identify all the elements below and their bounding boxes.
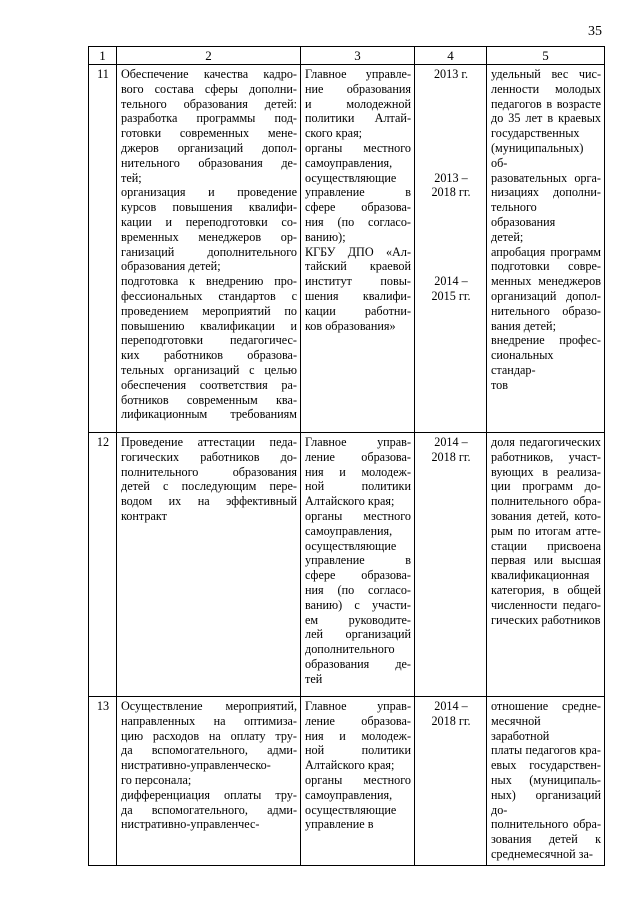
- period-text-line: 2018 гг.: [431, 713, 471, 728]
- cell-text-line: ков образования»: [305, 318, 396, 333]
- cell-text-line: и молодежной: [305, 96, 411, 111]
- cell-text-line: Алтайского края;: [305, 494, 395, 509]
- cell-text-line: нистративно-управленческо-: [121, 758, 271, 773]
- cell-text-line: дополнительного: [305, 642, 395, 657]
- cell-text-line: временных менеджеров ор-: [121, 229, 297, 244]
- measure-cell: [117, 433, 301, 697]
- cell-text-line: сфере образова-: [305, 568, 411, 583]
- cell-text-line: тельных организаций с целью: [121, 362, 297, 377]
- period-text-line: 2018 гг.: [431, 185, 471, 200]
- cell-text-line: ния и молодеж-: [305, 464, 411, 479]
- cell-text-line: вания детей;: [491, 318, 556, 333]
- column-header-number: 1: [89, 47, 117, 65]
- cell-text-line: ванию);: [305, 229, 346, 244]
- cell-text-line: тей: [305, 671, 323, 686]
- cell-text-line: платы педагогов кра-: [491, 743, 601, 758]
- period-text-line: 2013 –: [434, 170, 468, 185]
- cell-text-line: готовки современных мене-: [121, 126, 297, 141]
- cell-text-line: сфере образова-: [305, 200, 411, 215]
- cell-text-line: политики Алтай-: [305, 111, 411, 126]
- cell-text-line: переподготовки педагогичес-: [121, 333, 297, 348]
- cell-text-line: Обеспечение качества кадро-: [121, 67, 297, 81]
- cell-text-line: подготовка к внедрению про-: [121, 274, 297, 289]
- cell-text-line: квалификационная: [491, 568, 590, 583]
- cell-text-line: ния (по согласо-: [305, 214, 411, 229]
- cell-text-line: самоуправления,: [305, 155, 393, 170]
- cell-text-line: нистративно-управленчес-: [121, 817, 260, 832]
- indicator-cell: [487, 65, 605, 433]
- cell-text-line: среднемесячной за-: [491, 846, 593, 861]
- cell-text-line: ния и молодеж-: [305, 728, 411, 743]
- cell-text-line: ленности молодых: [491, 81, 601, 96]
- cell-text-line: управление в: [305, 185, 411, 200]
- cell-text-line: проведением мероприятий по: [121, 303, 297, 318]
- cell-text-line: зования детей к: [491, 832, 601, 847]
- column-header-measure: 2: [117, 47, 301, 65]
- cell-text-line: да вспомогательного, адми-: [121, 802, 297, 817]
- table-row: [89, 433, 605, 697]
- cell-text-line: организация и проведение: [121, 185, 297, 200]
- cell-text-line: лификационным требованиям: [121, 407, 297, 422]
- table-header-row: [89, 47, 605, 65]
- cell-text-line: доля педагогических: [491, 435, 601, 449]
- cell-text-line: Осуществление мероприятий,: [121, 699, 297, 713]
- cell-text-line: ванию) с участи-: [305, 597, 411, 612]
- cell-text-line: осуществляющие: [305, 802, 397, 817]
- cell-text-line: образования детей;: [121, 259, 221, 274]
- cell-text-line: ление образова-: [305, 449, 411, 464]
- cell-text-line: ких работников образова-: [121, 348, 297, 363]
- cell-text-line: полнительного образования: [121, 464, 297, 479]
- cell-text-line: КГБУ ДПО «Ал-: [305, 244, 411, 259]
- cell-text-line: кации работни-: [305, 303, 411, 318]
- cell-text-line: детей с последующим пере-: [121, 479, 297, 494]
- cell-text-line: управление в: [305, 817, 374, 832]
- cell-text-line: подготовки совре-: [491, 259, 601, 274]
- cell-text-line: Главное управ-: [305, 699, 411, 713]
- row-number: 11: [89, 65, 117, 433]
- cell-text-line: джеров организаций допол-: [121, 140, 297, 155]
- cell-text-line: ной политики: [305, 743, 411, 758]
- cell-text-line: нительного образо-: [491, 303, 601, 318]
- cell-text-line: управление в: [305, 553, 411, 568]
- cell-text-line: нительного образования де-: [121, 155, 297, 170]
- cell-text-line: ции программ до-: [491, 479, 601, 494]
- cell-text-line: цию расходов на оплату тру-: [121, 728, 297, 743]
- indicator-cell: [487, 433, 605, 697]
- executor-cell: [301, 433, 415, 697]
- cell-text-line: рым по итогам атте-: [491, 523, 601, 538]
- cell-text-line: низациях дополни-: [491, 185, 601, 200]
- cell-text-line: тельного образования: [491, 200, 556, 229]
- cell-text-line: органы местного: [305, 140, 411, 155]
- cell-text-line: дифференциация оплаты тру-: [121, 787, 297, 802]
- cell-text-line: ния (по согласо-: [305, 582, 411, 597]
- cell-text-line: ского края;: [305, 126, 363, 141]
- cell-text-line: детей;: [491, 229, 524, 244]
- cell-text-line: осуществляющие: [305, 170, 397, 185]
- cell-text-line: ление образова-: [305, 713, 411, 728]
- cell-text-line: численности педаго-: [491, 597, 601, 612]
- cell-text-line: категория, в общей: [491, 582, 601, 597]
- period-text-line: 2014 –: [434, 435, 468, 449]
- cell-text-line: лей организаций: [305, 627, 411, 642]
- cell-text-line: евых государствен-: [491, 758, 601, 773]
- cell-text-line: самоуправления,: [305, 523, 393, 538]
- cell-text-line: Алтайского края;: [305, 758, 395, 773]
- cell-text-line: обеспечения соответствия ра-: [121, 377, 297, 392]
- cell-text-line: стации присвоена: [491, 538, 601, 553]
- indicator-cell: [487, 697, 605, 866]
- period-text-line: 2015 гг.: [431, 288, 471, 303]
- period-cell: [415, 697, 487, 866]
- period-cell: [415, 65, 487, 433]
- executor-cell: [301, 697, 415, 866]
- cell-text-line: образования де-: [305, 656, 411, 671]
- cell-text-line: кации и переподготовки со-: [121, 214, 297, 229]
- cell-text-line: органы местного: [305, 508, 411, 523]
- cell-text-line: тельного образования детей:: [121, 96, 297, 111]
- cell-text-line: ботников современным ква-: [121, 392, 297, 407]
- period-cell: [415, 433, 487, 697]
- cell-text-line: менных менеджеров: [491, 274, 601, 289]
- cell-text-line: тов: [491, 377, 509, 392]
- row-number: 12: [89, 433, 117, 697]
- cell-text-line: ных (муниципаль-: [491, 772, 601, 787]
- cell-text-line: тайский краевой: [305, 259, 411, 274]
- measure-cell: [117, 65, 301, 433]
- cell-text-line: водом их на эффективный: [121, 494, 297, 509]
- column-header-indicator: 5: [487, 47, 605, 65]
- cell-text-line: ем руководите-: [305, 612, 411, 627]
- cell-text-line: первая или высшая: [491, 553, 601, 568]
- cell-text-line: (муниципальных) об-: [491, 140, 584, 170]
- cell-text-line: организаций допол-: [491, 288, 601, 303]
- cell-text-line: вого состава сферы дополни-: [121, 81, 297, 96]
- table-row: [89, 65, 605, 433]
- cell-text-line: контракт: [121, 508, 167, 523]
- cell-text-line: гогических работников до-: [121, 449, 297, 464]
- cell-text-line: ных) организаций до-: [491, 787, 601, 817]
- cell-text-line: гических работников: [491, 612, 601, 627]
- cell-text-line: ние образования: [305, 81, 411, 96]
- cell-text-line: до 35 лет в краевых: [491, 111, 601, 126]
- cell-text-line: отношение средне-: [491, 699, 601, 713]
- executor-cell: [301, 65, 415, 433]
- cell-text-line: самоуправления,: [305, 787, 393, 802]
- cell-text-line: сиональных стандар-: [491, 348, 554, 377]
- period-text-line: 2018 гг.: [431, 449, 471, 464]
- cell-text-line: фессиональных стандартов с: [121, 288, 297, 303]
- cell-text-line: Проведение аттестации педа-: [121, 435, 297, 449]
- cell-text-line: го персонала;: [121, 772, 192, 787]
- cell-text-line: Главное управле-: [305, 67, 411, 81]
- period-text-line: 2014 –: [434, 274, 468, 289]
- cell-text-line: шения квалифи-: [305, 288, 411, 303]
- cell-text-line: разовательных орга-: [491, 170, 601, 185]
- cell-text-line: разработка программы под-: [121, 111, 297, 126]
- activities-table: [88, 46, 605, 866]
- cell-text-line: да вспомогательного, адми-: [121, 743, 297, 758]
- measure-cell: [117, 697, 301, 866]
- cell-text-line: органы местного: [305, 772, 411, 787]
- cell-text-line: повышению квалификации и: [121, 318, 297, 333]
- cell-text-line: полнительного обра-: [491, 817, 601, 832]
- cell-text-line: зования детей, кото-: [491, 508, 601, 523]
- cell-text-line: полнительного обра-: [491, 494, 601, 509]
- table-row: [89, 697, 605, 866]
- cell-text-line: удельный вес чис-: [491, 67, 601, 81]
- cell-text-line: государственных: [491, 126, 580, 141]
- cell-text-line: работников, участ-: [491, 449, 601, 464]
- cell-text-line: апробация программ: [491, 244, 601, 259]
- cell-text-line: ганизаций дополнительного: [121, 244, 297, 259]
- row-number: 13: [89, 697, 117, 866]
- cell-text-line: тей;: [121, 170, 142, 185]
- cell-text-line: институт повы-: [305, 274, 411, 289]
- cell-text-line: курсов повышения квалифи-: [121, 200, 297, 215]
- column-header-period: 4: [415, 47, 487, 65]
- cell-text-line: внедрение профес-: [491, 333, 601, 348]
- cell-text-line: вующих в реализа-: [491, 464, 601, 479]
- cell-text-line: осуществляющие: [305, 538, 397, 553]
- cell-text-line: ной политики: [305, 479, 411, 494]
- period-text-line: 2014 –: [434, 699, 468, 713]
- column-header-executor: 3: [301, 47, 415, 65]
- cell-text-line: направленных на оптимиза-: [121, 713, 297, 728]
- cell-text-line: Главное управ-: [305, 435, 411, 449]
- page-number: 35: [588, 24, 602, 39]
- cell-text-line: педагогов в возрасте: [491, 96, 601, 111]
- period-text-line: 2013 г.: [433, 67, 469, 81]
- cell-text-line: месячной заработной: [491, 713, 550, 743]
